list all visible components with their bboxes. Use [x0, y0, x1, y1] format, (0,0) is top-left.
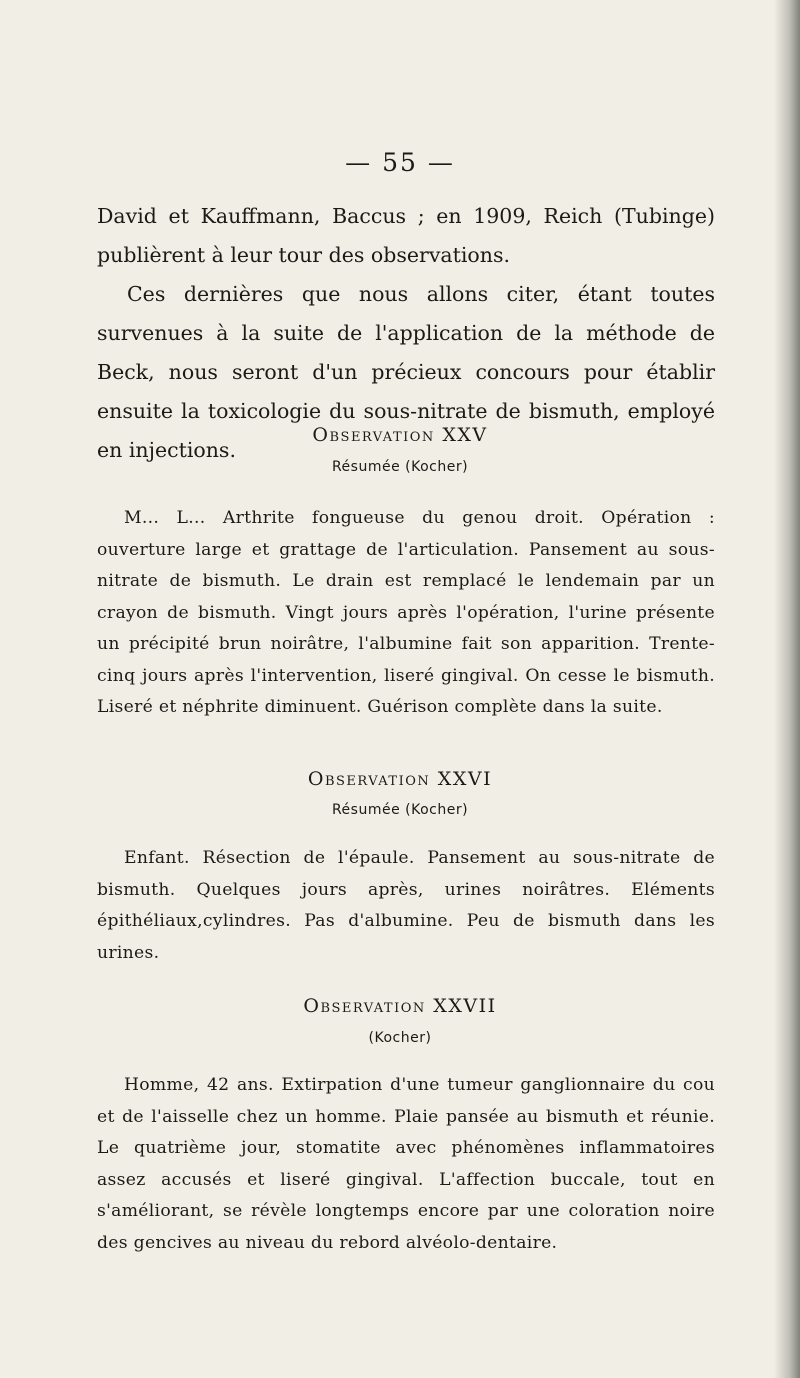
observation-27-subtitle: (Kocher): [368, 1030, 432, 1046]
page-edge-shadow: [774, 0, 800, 1378]
observation-26-title: Observation XXVI: [307, 768, 493, 790]
observation-25-text: M... L... Arthrite fongueuse du genou droit. Opération : ouverture large et grattage de l'articulation. Pansement au sous-nitrate de bismuth. Le drain est remplacé le lendemain par un crayon de bismuth. Vingt jours après l'opération, l'urine présente un précipité brun noirâtre, l'albumine fait son apparition. Trente-cinq jours après l'intervention, liseré gingival. On cesse le bismuth. Liseré et néphrite diminuent. Guérison complète dans la suite.: [97, 508, 715, 717]
page-number: — 55 —: [345, 148, 455, 177]
observation-25-subtitle: Résumée (Kocher): [331, 459, 469, 475]
observation-27-text: Homme, 42 ans. Extirpation d'une tumeur ganglionnaire du cou et de l'aisselle chez un homme. Plaie pansée au bismuth et réunie. Le quatrième jour, stomatite avec phénomènes inflammatoires assez accusés et liseré gingival. L'affection buccale, tout en s'améliorant, se révèle longtemps encore par une coloration noire des gencives au niveau du rebord alvéolo-dentaire.: [97, 1075, 715, 1253]
observation-25-body: [97, 503, 715, 724]
observation-26-subtitle: Résumée (Kocher): [331, 802, 469, 818]
intro-paragraph-1: David et Kauffmann, Baccus ; en 1909, Reich (Tubinge) publièrent à leur tour des observations.: [97, 204, 715, 267]
observation-25-title: Observation XXV: [312, 424, 488, 446]
intro-paragraph-2: Ces dernières que nous allons citer, étant toutes survenues à la suite de l'application de la méthode de Beck, nous seront d'un précieux concours pour établir ensuite la toxicologie du sous-nitrate de bismuth, employé en injections.: [97, 282, 715, 462]
observation-26-body: [97, 843, 715, 969]
observation-26-text: Enfant. Résection de l'épaule. Pansement au sous-nitrate de bismuth. Quelques jours après, urines noirâtres. Eléments épithéliaux,cylindres. Pas d'albumine. Peu de bismuth dans les urines.: [97, 848, 715, 963]
observation-27-body: [97, 1070, 715, 1259]
observation-27-title: Observation XXVII: [303, 995, 497, 1017]
